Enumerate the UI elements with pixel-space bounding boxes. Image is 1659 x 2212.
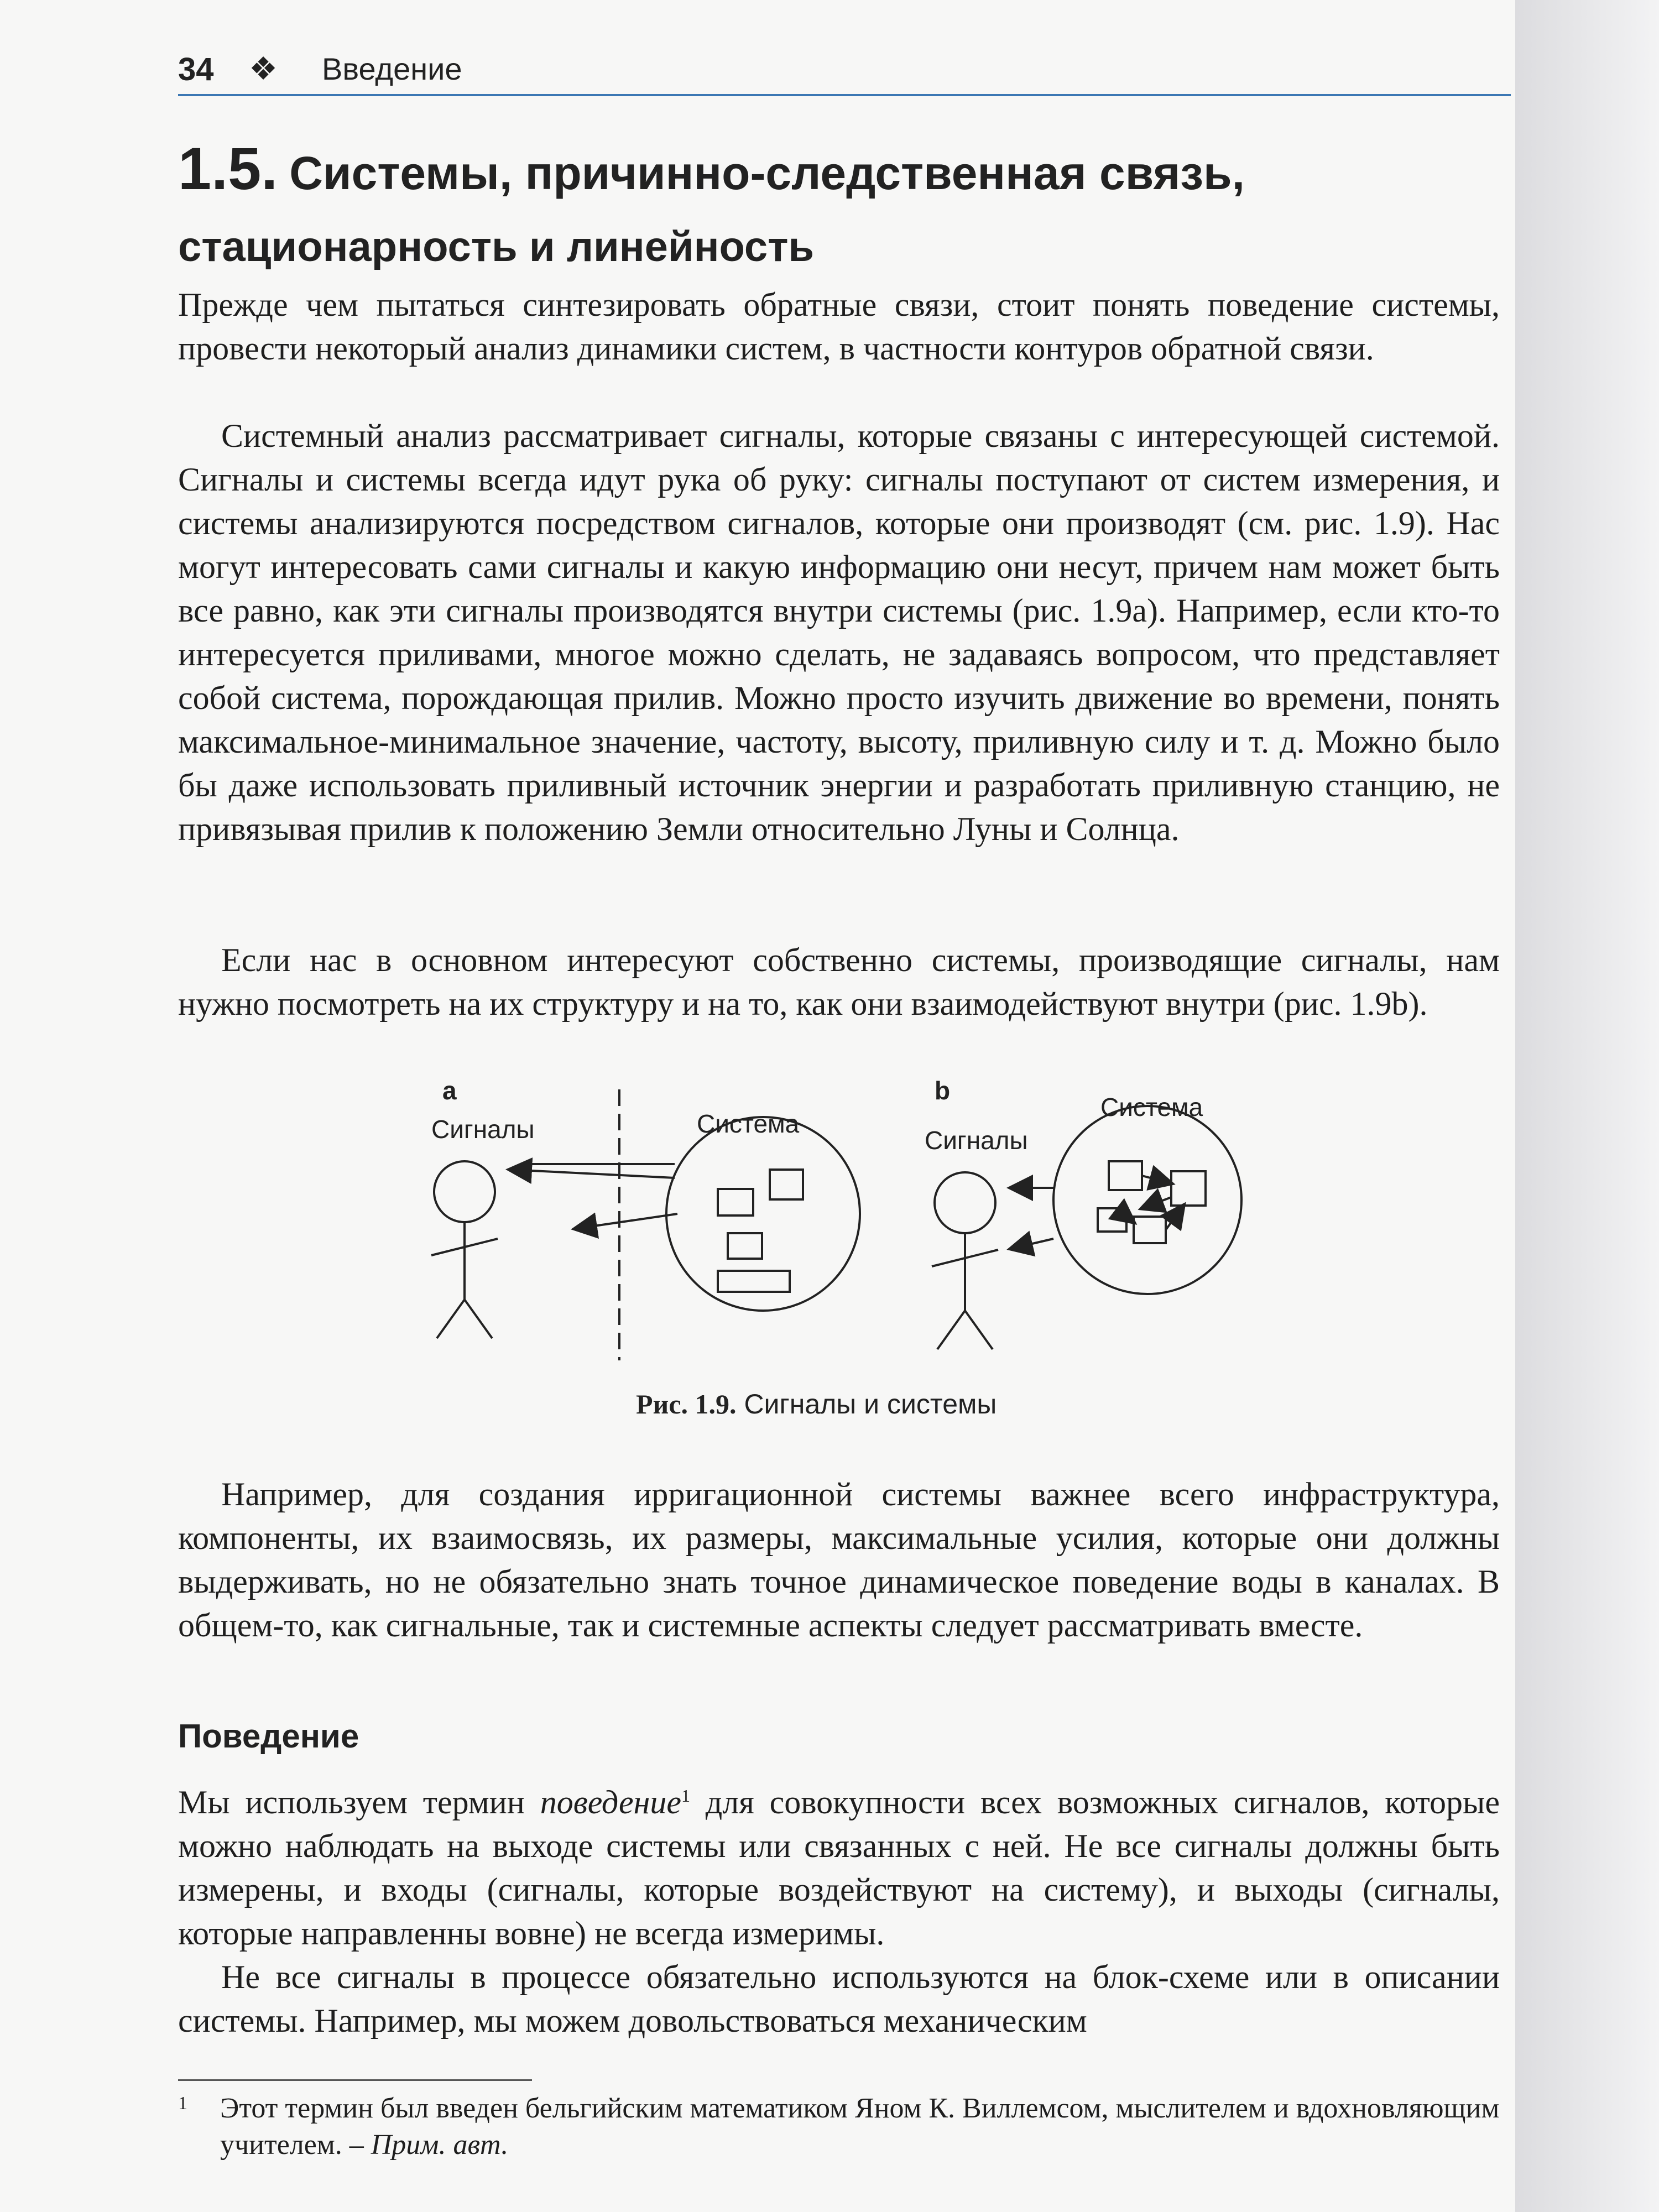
paragraph-signals: Системный анализ рассматривает сигналы, которые связаны с интересующей системой. Сигналы и системы всегда идут рука об руку: сигналы поступают от систем измерения, и системы анализируются посредством сигналов, которые они производят (см. рис. 1.9). Нас могут интересовать сами сигналы и какую информацию они несут, причем нам может быть все равно, как эти сигналы производятся внутри системы (рис. 1.9a). Например, если кто-то интересуется приливами, многое можно сделать, не задаваясь вопросом, что представляет собой система, порождающая прилив. Можно просто изучить движение во времени, понять максимальное-минимальное значение, частоту, высоту, приливную силу и т. д. Можно было бы даже использовать приливный источник энергии и разработать приливную станцию, не привязывая прилив к положению Земли относительно Луны и Солнца. [178,418,1500,847]
footnote-text: Этот термин был введен бельгийским математиком Яном К. Виллемсом, мыслителем и вдохновляющим учителем. – Прим. авт. [220,2093,1500,2161]
paragraph-not-all-signals: Не все сигналы в процессе обязательно используются на блок-схеме или в описании системы. Например, мы можем довольствоваться механическим [178,1959,1500,2039]
system-circle-b [1053,1106,1241,1294]
ornament-icon: ❖ [249,51,278,87]
term-behavior: поведение [540,1784,681,1820]
paragraph-intro: Прежде чем пытаться синтезировать обратные связи, стоит понять поведение системы, провести некоторый анализ динамики систем, в частности контуров обратной связи. [178,286,1500,367]
system-label-b: Система [1100,1093,1203,1121]
signals-label-b: Сигналы [925,1126,1028,1155]
arrow-signal-a [510,1170,675,1178]
stick-figure-b [932,1172,998,1349]
arrow-system-b [1011,1239,1053,1249]
figure-signals-systems [431,1073,1526,1427]
arrow-system-a [575,1214,677,1229]
footnote-rule [178,2079,532,2081]
section-heading [178,133,1516,283]
system-circle-a [666,1117,860,1311]
section-title-line1: Системы, причинно-следственная связь, [289,147,1245,199]
caption-number: Рис. 1.9. [636,1389,737,1420]
footnote-ref: 1 [681,1786,690,1806]
running-head [178,51,1511,90]
running-head-title: Введение [322,51,462,86]
footnote-mark: 1 [178,2093,187,2114]
section-number: 1.5. [178,135,278,202]
section-title-line2: стационарность и линейность [178,223,815,270]
paragraph-behavior: Мы используем термин поведение$^1$ для совокупности всех возможных сигналов, которые можно наблюдать на выходе системы или связанных с ней. Не все сигналы должны быть измерены, и входы (сигналы, которые воздействуют на систему), и выходы (сигналы, которые направленны вовне) не всегда измеримы. [178,1784,1500,1952]
figure-caption [636,1388,1189,1420]
page-edge-shadow [1515,0,1659,2212]
subheading-behavior: Поведение [178,1718,359,1755]
system-label-a: Система [697,1109,800,1138]
page-number: 34 [178,51,214,87]
panel-a-letter: a [442,1076,457,1105]
caption-text: Сигналы и системы [736,1389,997,1420]
paragraph-systems: Если нас в основном интересуют собственно системы, производящие сигналы, нам нужно посмотреть на их структуру и на то, как они взаимодействуют внутри (рис. 1.9b). [178,942,1500,1022]
header-rule [178,94,1511,96]
paragraph-irrigation: Например, для создания ирригационной системы важнее всего инфраструктура, компоненты, их взаимосвязь, их размеры, максимальные усилия, которые они должны выдерживать, но не обязательно знать точное динамическое поведение воды в каналах. В общем-то, как сигнальные, так и системные аспекты следует рассматривать вместе. [178,1476,1500,1644]
signals-label-a: Сигналы [431,1115,535,1144]
panel-b-letter: b [935,1076,951,1105]
